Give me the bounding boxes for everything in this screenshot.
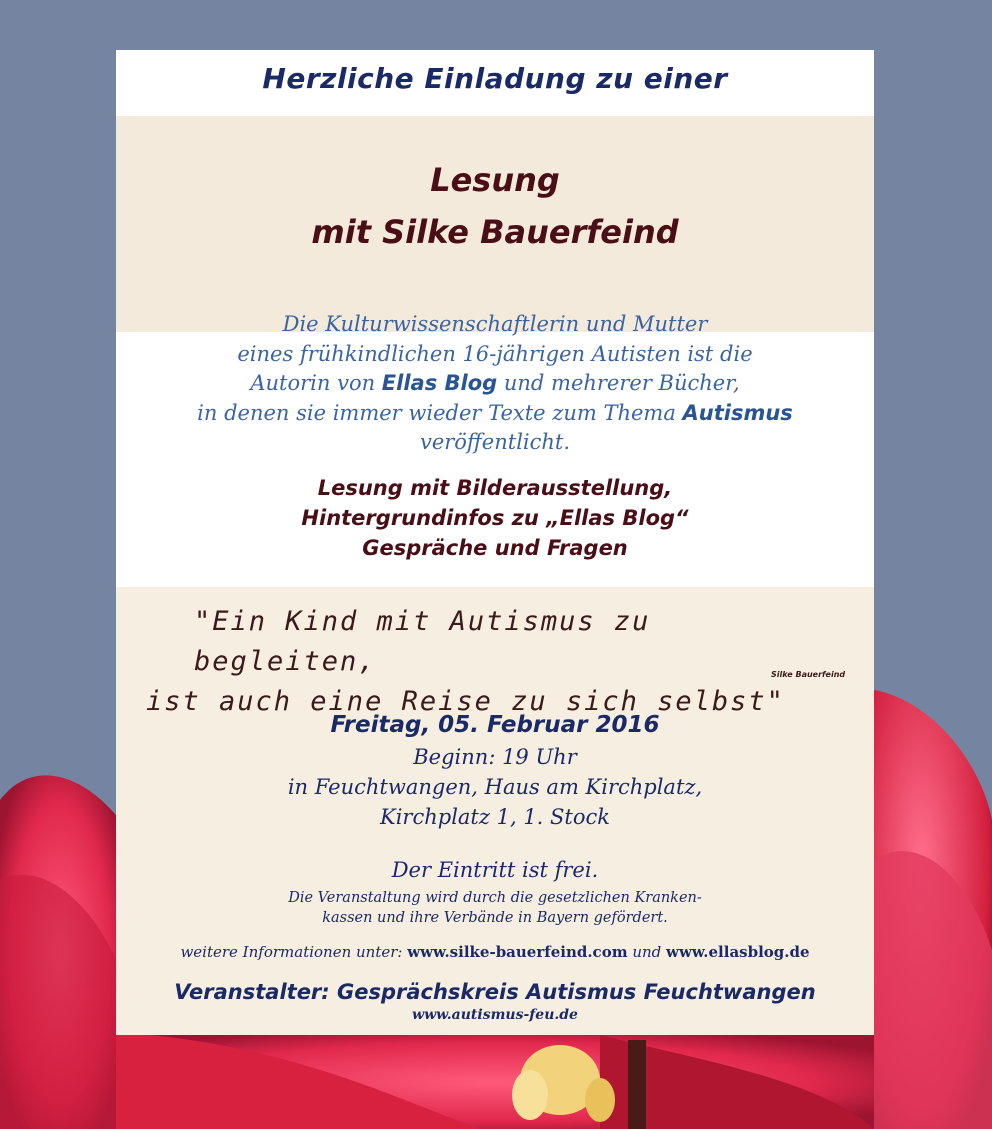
desc-line-3: [105, 369, 885, 399]
more-info-label: weitere Informationen unter:: [180, 943, 408, 961]
author-description: [105, 310, 885, 458]
event-location: in Feuchtwangen, Haus am Kirchplatz,: [287, 775, 703, 799]
desc-line-5: veröffentlicht.: [419, 430, 571, 454]
funding-line-2: kassen und ihre Verbände in Bayern gefördert.: [322, 910, 668, 926]
desc-text: und mehrerer Bücher,: [497, 371, 740, 395]
link-ellasblog[interactable]: www.ellasblog.de: [666, 943, 810, 961]
desc-line-4: [105, 399, 885, 429]
quote-line-1: "Ein Kind mit Autismus zu begleiten,: [194, 606, 651, 677]
event-date: Freitag, 05. Februar 2016: [330, 712, 660, 738]
entry-info: Der Eintritt ist frei.: [391, 858, 599, 882]
program-list: [116, 473, 874, 563]
invitation-headline: Herzliche Einladung zu einer: [262, 62, 728, 95]
invitation-card: [116, 50, 874, 1035]
funding-line-1: Die Veranstaltung wird durch die gesetzlichen Kranken-: [288, 890, 702, 906]
desc-line-1: Die Kulturwissenschaftlerin und Mutter: [282, 312, 708, 336]
desc-line-2: eines frühkindlichen 16-jährigen Autisten ist die: [237, 341, 753, 366]
link-organizer[interactable]: www.autismus-feu.de: [412, 1007, 578, 1023]
organizer-name: Veranstalter: Gesprächskreis Autismus Feuchtwangen: [174, 980, 816, 1004]
event-address: Kirchplatz 1, 1. Stock: [380, 805, 610, 829]
program-line-1: Lesung mit Bilderausstellung,: [317, 476, 673, 500]
title-line-1: Lesung: [430, 161, 560, 199]
funding-note: [116, 888, 874, 928]
topic-name: Autismus: [682, 400, 793, 425]
more-info-and: und: [627, 943, 667, 961]
desc-text: in denen sie immer wieder Texte zum Thema: [197, 400, 683, 425]
program-line-2: Hintergrundinfos zu „Ellas Blog“: [301, 506, 689, 530]
title-line-2: mit Silke Bauerfeind: [311, 213, 679, 251]
quote-line-2: ist auch eine Reise zu sich selbst": [146, 686, 785, 717]
program-line-3: Gespräche und Fragen: [362, 536, 628, 560]
quote-author: Silke Bauerfeind: [771, 670, 846, 679]
event-title: [116, 154, 874, 258]
link-silke-bauerfeind[interactable]: www.silke-bauerfeind.com: [407, 943, 628, 961]
event-start: Beginn: 19 Uhr: [413, 745, 577, 769]
handwritten-quote: [146, 602, 846, 722]
desc-text: Autorin von: [250, 371, 382, 395]
blog-name: Ellas Blog: [381, 371, 498, 395]
event-details: [116, 742, 874, 832]
more-info: [116, 943, 874, 961]
